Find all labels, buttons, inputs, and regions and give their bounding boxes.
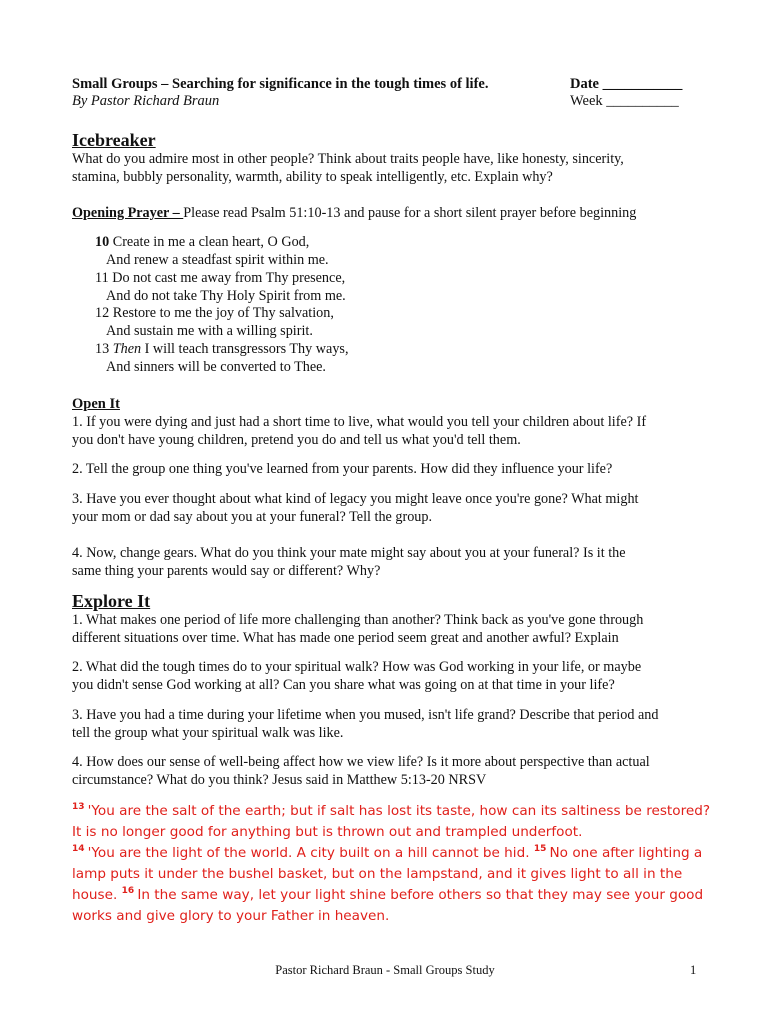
explore-it-question: circumstance? What do you think? Jesus said in Matthew 5:13-20 NRSV	[72, 772, 487, 788]
open-it-question: 4. Now, change gears. What do you think your mate might say about you at your funeral? Is it the	[72, 545, 626, 561]
week-field	[570, 93, 679, 110]
date-field	[570, 76, 682, 93]
open-it-heading: Open It	[72, 396, 120, 412]
open-it-question: your mom or dad say about you at your funeral? Tell the group.	[72, 509, 433, 525]
scripture-line	[72, 843, 702, 864]
scripture-text: house.	[72, 887, 122, 903]
scripture-text: 'You are the light of the world. A city built on a hill cannot be hid.	[87, 845, 534, 861]
verse-number: 16	[121, 886, 138, 896]
open-it-question: same thing your parents would say or different? Why?	[72, 563, 381, 579]
explore-it-question: 4. How does our sense of well-being affect how we view life? Is it more about perspective than actual	[72, 754, 650, 770]
verse-number: 13	[95, 341, 113, 357]
icebreaker-line: What do you admire most in other people? Think about traits people have, like honesty, sincerity,	[72, 151, 624, 167]
scripture-text: 'You are the salt of the earth; but if salt has lost its taste, how can its saltiness be restored?	[87, 803, 711, 819]
scripture-line: lamp puts it under the bushel basket, but on the lampstand, and it gives light to all in the	[72, 866, 683, 882]
open-it-question: you don't have young children, pretend you do and tell us what you'd tell them.	[72, 432, 521, 448]
explore-it-question: 2. What did the tough times do to your spiritual walk? How was God working in your life, or maybe	[72, 659, 642, 675]
open-it-question: 1. If you were dying and just had a short time to live, what would you tell your children about life? If	[72, 414, 647, 430]
verse-text: I will teach transgressors Thy ways,	[141, 341, 349, 357]
week-blank: __________	[606, 93, 679, 109]
scripture-line: works and give glory to your Father in heaven.	[72, 908, 390, 924]
icebreaker-line: stamina, bubbly personality, warmth, ability to speak intelligently, etc. Explain why?	[72, 169, 553, 185]
psalm-line: And renew a steadfast spirit within me.	[106, 252, 329, 268]
date-label: Date	[570, 76, 599, 92]
psalm-verse-10	[95, 234, 309, 252]
explore-it-question: 1. What makes one period of life more challenging than another? Think back as you've gone through	[72, 612, 644, 628]
scripture-line	[72, 801, 710, 822]
explore-it-question: tell the group what your spiritual walk was like.	[72, 725, 344, 741]
verse-number: 13	[72, 802, 88, 812]
author-line: By Pastor Richard Braun	[72, 93, 220, 109]
scripture-text: No one after lighting a	[549, 845, 703, 861]
scripture-text: In the same way, let your light shine before others so that they may see your good	[137, 887, 704, 903]
date-blank: ___________	[602, 76, 683, 92]
icebreaker-heading: Icebreaker	[72, 130, 156, 150]
opening-prayer-text: Please read Psalm 51:10-13 and pause for a short silent prayer before beginning	[183, 205, 637, 221]
opening-prayer-label: Opening Prayer –	[72, 205, 184, 221]
verse-number: 10	[95, 234, 110, 250]
verse-number: 14	[72, 844, 88, 854]
opening-prayer	[72, 204, 636, 222]
scripture-line	[72, 885, 703, 906]
verse-italic-word: Then	[112, 341, 142, 357]
open-it-question: 3. Have you ever thought about what kind of legacy you might leave once you're gone? What might	[72, 491, 639, 507]
document-title: Small Groups – Searching for significance in the tough times of life.	[72, 76, 489, 92]
psalm-line: And sustain me with a willing spirit.	[106, 323, 313, 339]
footer-text: Pastor Richard Braun - Small Groups Study	[275, 963, 495, 977]
explore-it-question: 3. Have you had a time during your lifetime when you mused, isn't life grand? Describe that period and	[72, 707, 659, 723]
week-label: Week	[570, 93, 603, 109]
explore-it-question: different situations over time. What has made one period seem great and another awful? Explain	[72, 630, 619, 646]
psalm-line: And sinners will be converted to Thee.	[106, 359, 326, 375]
verse-text: Create in me a clean heart, O God,	[109, 234, 310, 250]
open-it-question: 2. Tell the group one thing you've learned from your parents. How did they influence your life?	[72, 461, 613, 477]
psalm-line: And do not take Thy Holy Spirit from me.	[106, 288, 346, 304]
page-number: 1	[690, 963, 697, 977]
explore-it-question: you didn't sense God working at all? Can you share what was going on at that time in your life?	[72, 677, 615, 693]
psalm-verse-13	[95, 341, 349, 359]
scripture-line: It is no longer good for anything but is thrown out and trampled underfoot.	[72, 824, 583, 840]
explore-it-heading: Explore It	[72, 591, 151, 611]
psalm-line: 12 Restore to me the joy of Thy salvation,	[95, 305, 334, 321]
psalm-line: 11 Do not cast me away from Thy presence,	[95, 270, 346, 286]
verse-number: 15	[533, 844, 550, 854]
